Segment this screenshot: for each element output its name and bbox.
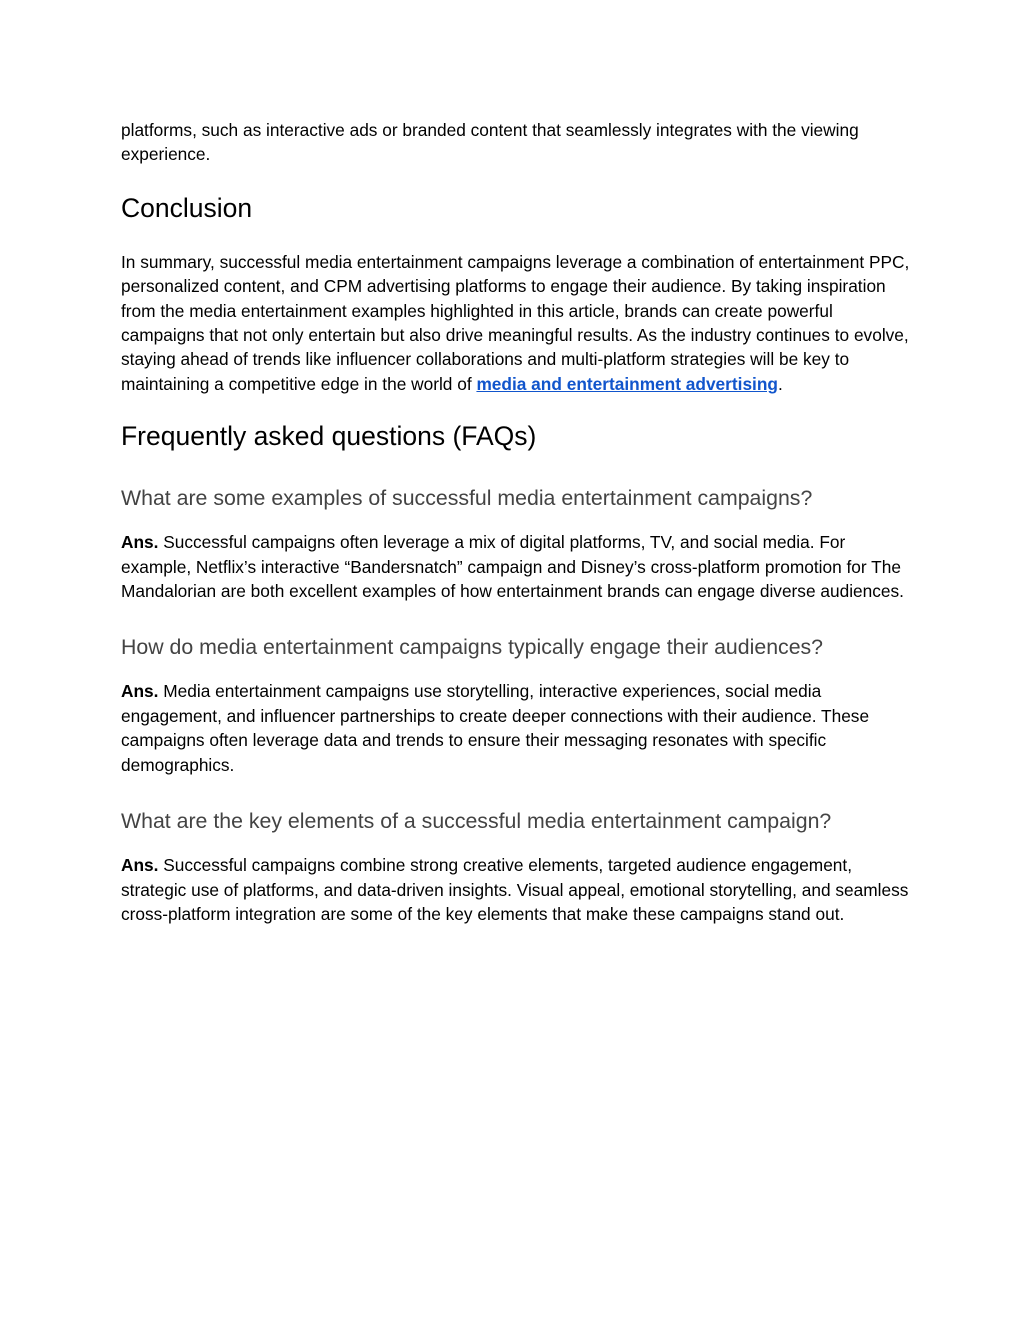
faq-answer xyxy=(121,530,911,603)
faq-answer xyxy=(121,853,911,926)
media-advertising-link[interactable]: media and entertainment advertising xyxy=(476,373,778,394)
faq-heading: Frequently asked questions (FAQs) xyxy=(121,421,537,452)
answer-text: Successful campaigns often leverage a mix of digital platforms, TV, and social media. For example, Netflix’s interactive “Bandersnatch” campaign and Disney’s cross-platform promotion for The Mandalorian are both excellent examples of how entertainment brands can engage diverse audiences. xyxy=(121,532,904,602)
answer-text: Media entertainment campaigns use storytelling, interactive experiences, social media engagement, and influencer partnerships to create deeper connections with their audience. These campaigns often leverage data and trends to ensure their messaging resonates with specific demographics. xyxy=(121,681,870,775)
conclusion-text: In summary, successful media entertainment campaigns leverage a combination of entertainment PPC, personalized content, and CPM advertising platforms to engage their audience. By taking inspiration from the media entertainment examples highlighted in this article, brands can create powerful campaigns that not only entertain but also drive meaningful results. As the industry continues to evolve, staying ahead of trends like influencer collaborations and multi-platform strategies will be key to maintaining a competitive edge in the world of xyxy=(121,251,910,394)
answer-prefix: Ans. xyxy=(121,532,159,553)
intro-paragraph: platforms, such as interactive ads or branded content that seamlessly integrates with the viewing experience. xyxy=(121,120,859,165)
conclusion-text-end: . xyxy=(777,373,783,394)
conclusion-heading: Conclusion xyxy=(121,192,253,223)
faq-question: What are some examples of successful media entertainment campaigns? xyxy=(121,486,813,511)
faq-answer xyxy=(121,679,911,777)
answer-prefix: Ans. xyxy=(121,855,159,876)
faq-question: How do media entertainment campaigns typically engage their audiences? xyxy=(121,635,824,660)
conclusion-paragraph xyxy=(121,250,911,396)
faq-question: What are the key elements of a successful media entertainment campaign? xyxy=(121,809,832,834)
document-page xyxy=(121,118,911,956)
answer-prefix: Ans. xyxy=(121,681,159,702)
answer-text: Successful campaigns combine strong creative elements, targeted audience engagement, strategic use of platforms, and data-driven insights. Visual appeal, emotional storytelling, and seamless cross-platform integration are some of the key elements that make these campaigns stand out. xyxy=(121,855,909,924)
faq-item xyxy=(121,633,911,777)
faq-item xyxy=(121,484,911,603)
faq-item xyxy=(121,807,911,926)
